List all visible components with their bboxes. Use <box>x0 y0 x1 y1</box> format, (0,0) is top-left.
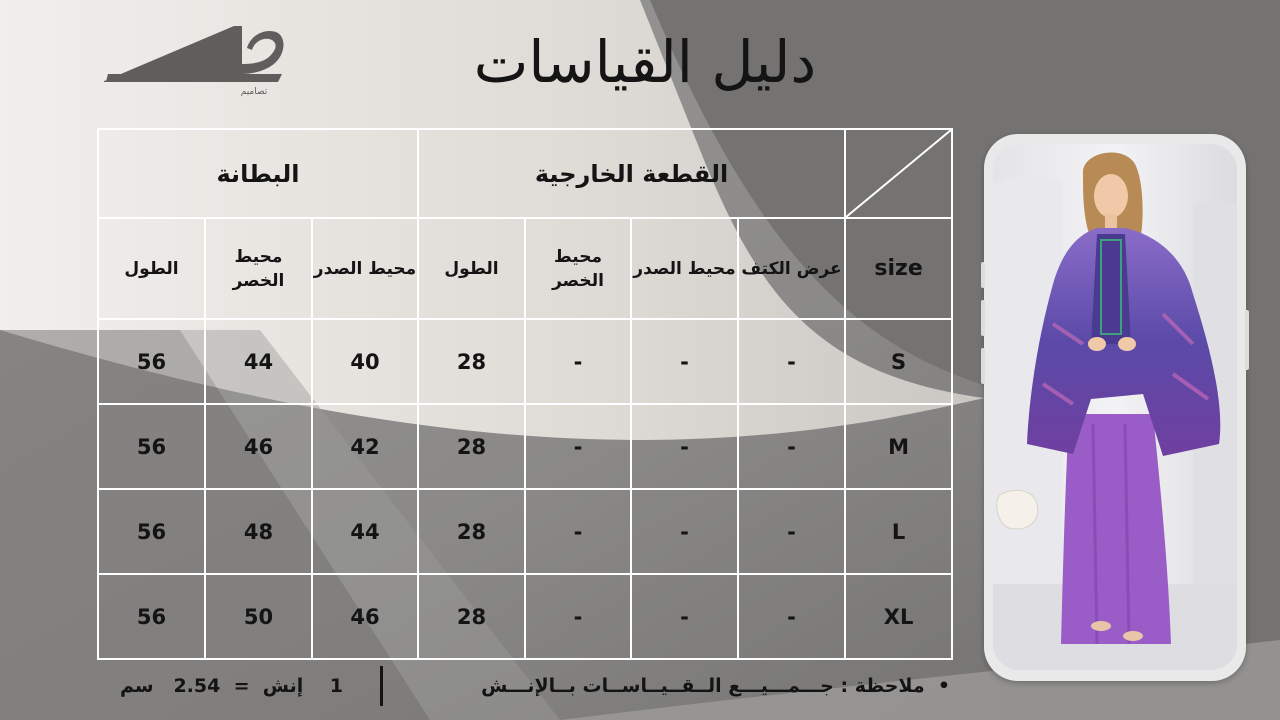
size-cell: M <box>845 404 952 489</box>
lining-length-cell: 56 <box>98 319 205 404</box>
lining-waist-cell: 48 <box>205 489 312 574</box>
table-row <box>98 574 952 659</box>
chest-cell: - <box>631 404 738 489</box>
lining-waist-cell: 46 <box>205 404 312 489</box>
note-divider <box>380 666 383 706</box>
note-text: ملاحظة : جـــمـــيـــع الــقــيــاســات بــالإنـــش <box>481 675 925 697</box>
chest-cell: - <box>631 319 738 404</box>
length-cell: 28 <box>418 319 525 404</box>
shoulder-width-cell: - <box>738 404 845 489</box>
size-cell: XL <box>845 574 952 659</box>
lining-length-cell: 56 <box>98 404 205 489</box>
lining-chest-cell: 46 <box>312 574 418 659</box>
outer-group-header: القطعة الخارجية <box>418 129 845 218</box>
lining-waist-cell: 44 <box>205 319 312 404</box>
waist-cell: - <box>525 319 631 404</box>
phone-side-button <box>981 300 985 336</box>
length-cell: 28 <box>418 404 525 489</box>
lining-length-cell: 56 <box>98 489 205 574</box>
length-header: الطول <box>418 218 525 319</box>
lining-chest-cell: 44 <box>312 489 418 574</box>
inch-value: 1 <box>329 675 343 697</box>
shoulder-width-cell: - <box>738 489 845 574</box>
chest-header: محيط الصدر <box>631 218 738 319</box>
page-title: دليل القياسات <box>473 28 817 96</box>
waist-cell: - <box>525 404 631 489</box>
waist-cell: - <box>525 489 631 574</box>
table-row <box>98 404 952 489</box>
logo-subtext: تصاميم <box>240 87 268 97</box>
cm-label: سم <box>120 675 154 697</box>
lining-waist-cell: 50 <box>205 574 312 659</box>
model-photo <box>993 144 1237 670</box>
diagonal-line-icon <box>846 130 951 217</box>
table-row <box>98 489 952 574</box>
phone-side-button <box>981 348 985 384</box>
chest-cell: - <box>631 489 738 574</box>
lining-group-header: البطانة <box>98 129 418 218</box>
lining-chest-cell: 40 <box>312 319 418 404</box>
lining-chest-header: محيط الصدر <box>312 218 418 319</box>
column-header-row <box>98 218 952 319</box>
corner-cell <box>845 129 952 218</box>
lining-waist-header: محيط الخصر <box>205 218 312 319</box>
lining-length-header: الطول <box>98 218 205 319</box>
equals-sign: = <box>233 675 250 697</box>
phone-side-button <box>981 262 985 288</box>
lining-length-cell: 56 <box>98 574 205 659</box>
measurement-note <box>120 664 950 708</box>
table-row <box>98 319 952 404</box>
size-cell: S <box>845 319 952 404</box>
conversion-note <box>120 664 360 708</box>
cm-value: 2.54 <box>173 675 221 697</box>
group-header-row <box>98 129 952 218</box>
bullet-icon: • <box>937 675 950 697</box>
waist-cell: - <box>525 574 631 659</box>
phone-mockup <box>984 134 1246 681</box>
note-text-group <box>481 664 950 708</box>
waist-header: محيط الخصر <box>525 218 631 319</box>
size-header: size <box>845 218 952 319</box>
shoulder-width-header: عرض الكتف <box>738 218 845 319</box>
inch-label: إنش <box>262 675 304 697</box>
lining-chest-cell: 42 <box>312 404 418 489</box>
size-cell: L <box>845 489 952 574</box>
chest-cell: - <box>631 574 738 659</box>
phone-side-button <box>1245 310 1249 370</box>
length-cell: 28 <box>418 489 525 574</box>
size-table <box>97 128 953 660</box>
brand-logo <box>104 18 284 98</box>
shoulder-width-cell: - <box>738 319 845 404</box>
shoulder-width-cell: - <box>738 574 845 659</box>
length-cell: 28 <box>418 574 525 659</box>
